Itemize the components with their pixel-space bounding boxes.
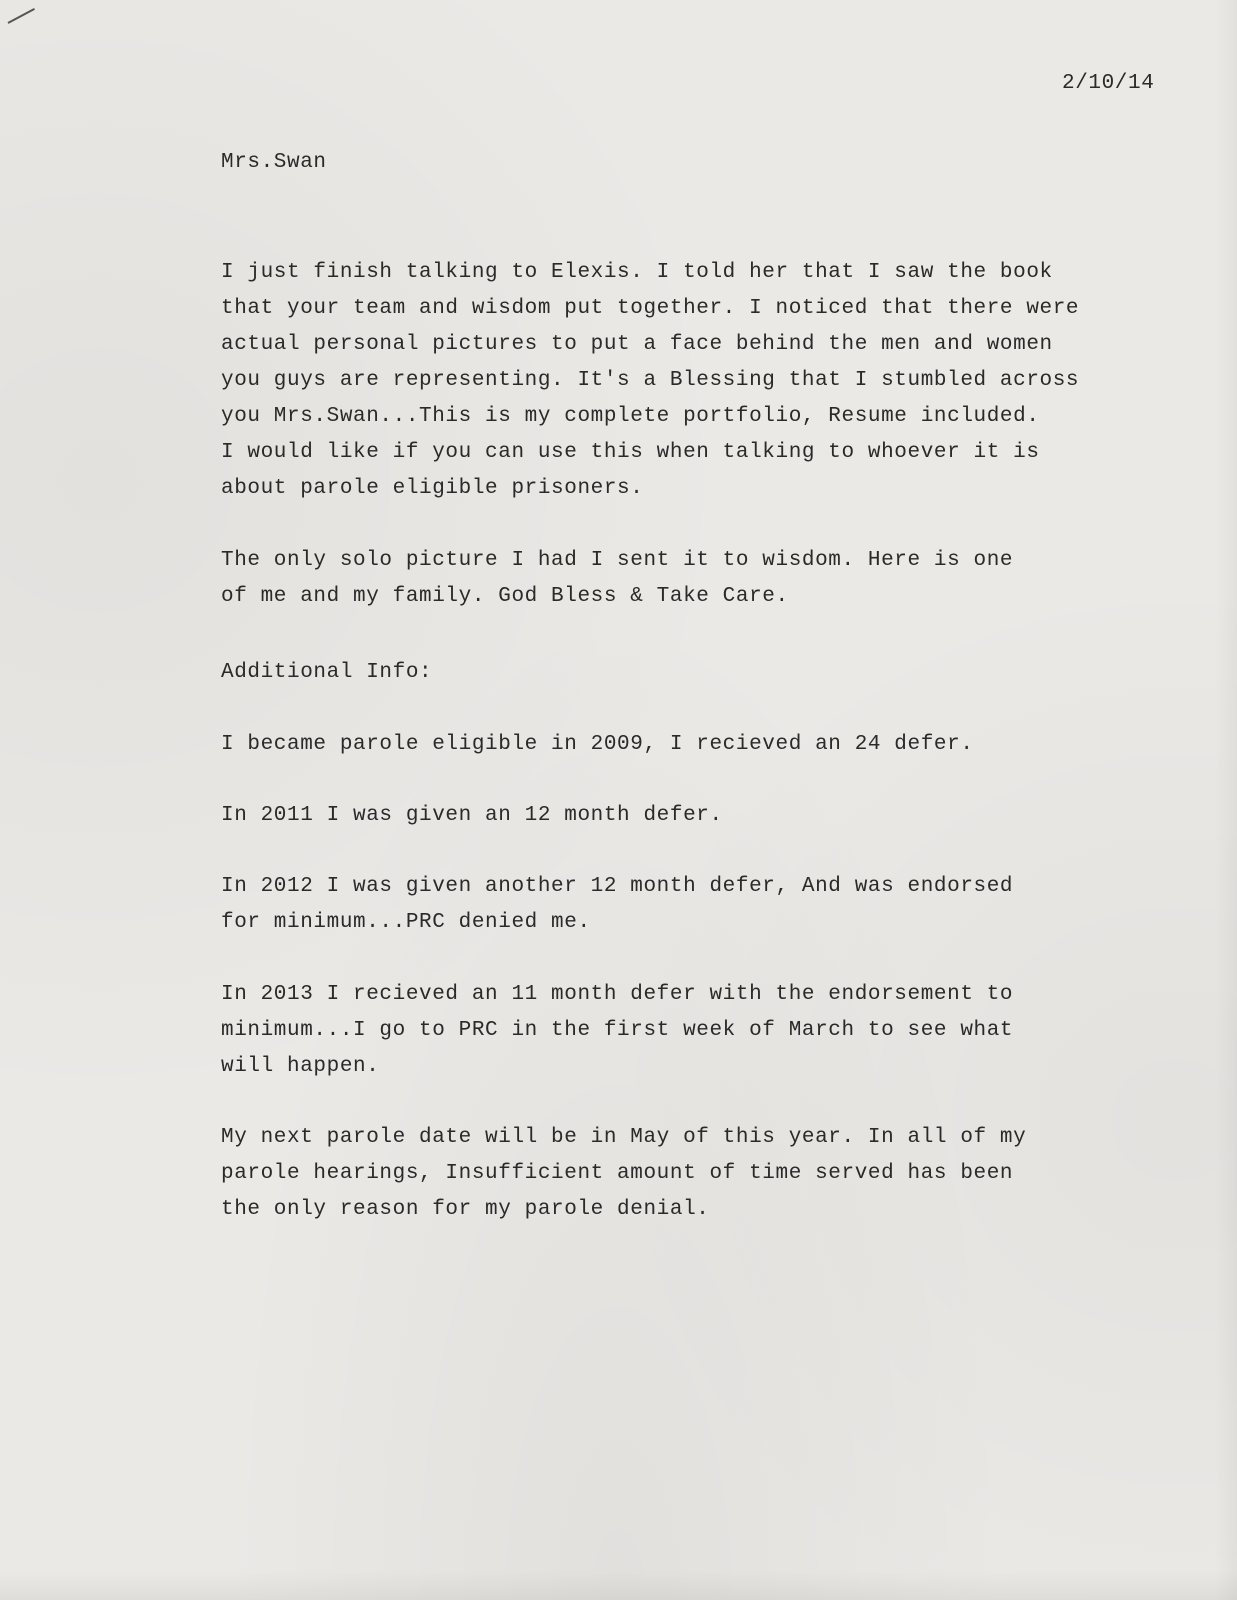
text-line: of me and my family. God Bless & Take Care. xyxy=(221,585,789,608)
corner-pen-mark xyxy=(8,8,35,24)
paragraph-2013 xyxy=(221,977,1013,1085)
paragraph-2011 xyxy=(221,798,723,834)
text-line: I would like if you can use this when talking to whoever it is xyxy=(221,441,1040,464)
paragraph-next-parole xyxy=(221,1120,1026,1228)
text-line: Additional Info: xyxy=(221,661,433,684)
text-line: you guys are representing. It's a Blessing that I stumbled across xyxy=(221,369,1080,392)
paragraph-picture xyxy=(221,543,1013,615)
text-line: I just finish talking to Elexis. I told her that I saw the book xyxy=(221,261,1053,284)
page-bottom-shadow xyxy=(0,1570,1237,1600)
text-line: The only solo picture I had I sent it to wisdom. Here is one xyxy=(221,549,1014,572)
text-line: you Mrs.Swan...This is my complete portfolio, Resume included. xyxy=(221,405,1040,428)
text-line: In 2011 I was given an 12 month defer. xyxy=(221,804,723,827)
text-line: In 2013 I recieved an 11 month defer with the endorsement to xyxy=(221,983,1014,1006)
paragraph-2012 xyxy=(221,869,1013,941)
text-line: actual personal pictures to put a face behind the men and women xyxy=(221,333,1053,356)
letter-salutation: Mrs.Swan xyxy=(221,151,327,174)
letter-date: 2/10/14 xyxy=(1062,72,1155,95)
text-line: the only reason for my parole denial. xyxy=(221,1198,710,1221)
text-line: parole hearings, Insufficient amount of time served has been xyxy=(221,1162,1014,1185)
text-line: about parole eligible prisoners. xyxy=(221,477,644,500)
paragraph-intro xyxy=(221,255,1079,507)
text-line: that your team and wisdom put together. I noticed that there were xyxy=(221,297,1080,320)
text-line: My next parole date will be in May of this year. In all of my xyxy=(221,1126,1027,1149)
additional-info-heading xyxy=(221,655,432,691)
text-line: will happen. xyxy=(221,1055,380,1078)
text-line: for minimum...PRC denied me. xyxy=(221,911,591,934)
text-line: I became parole eligible in 2009, I recieved an 24 defer. xyxy=(221,733,974,756)
page-edge-shadow xyxy=(1215,0,1237,1600)
text-line: minimum...I go to PRC in the first week of March to see what xyxy=(221,1019,1014,1042)
paragraph-2009 xyxy=(221,727,974,763)
text-line: In 2012 I was given another 12 month defer, And was endorsed xyxy=(221,875,1014,898)
